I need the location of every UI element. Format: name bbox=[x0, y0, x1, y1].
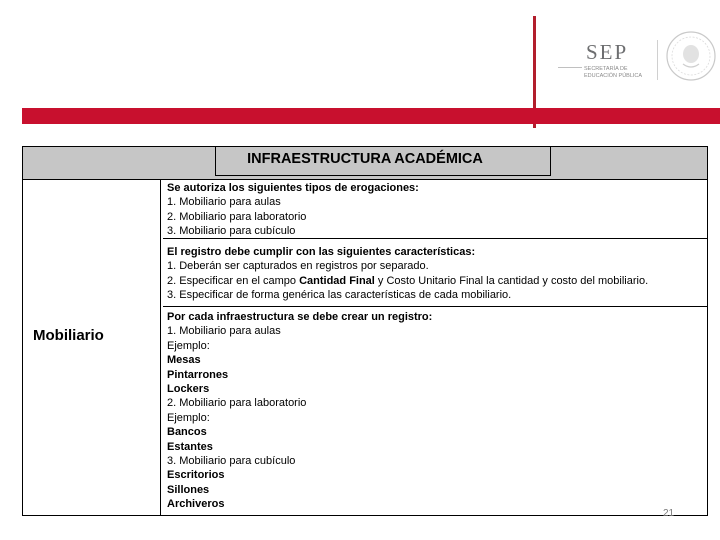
requirements-cell bbox=[163, 239, 707, 307]
logo-rule bbox=[558, 67, 582, 68]
record-line: Mesas bbox=[167, 354, 201, 367]
list-item: 1. Deberán ser capturados en registros por separado. bbox=[167, 260, 429, 273]
logo-divider bbox=[657, 40, 658, 80]
record-line: 3. Mobiliario para cubículo bbox=[167, 455, 296, 468]
record-line: Pintarrones bbox=[167, 368, 229, 381]
sep-logo bbox=[558, 40, 653, 82]
sep-logo-subtitle: SECRETARÍA DE EDUCACIÓN PÚBLICA bbox=[584, 66, 643, 79]
record-line: 2. Mobiliario para laboratorio bbox=[167, 397, 307, 410]
record-line: Ejemplo: bbox=[167, 339, 210, 352]
table-header-row bbox=[23, 147, 707, 180]
section-heading: Por cada infraestructura se debe crear un registro: bbox=[167, 311, 433, 323]
authorized-expenses-cell bbox=[163, 179, 707, 239]
record-line: Archiveros bbox=[167, 498, 225, 511]
list-item: 3. Especificar de forma genérica las características de cada mobiliario. bbox=[167, 289, 512, 302]
infrastructure-table bbox=[22, 146, 708, 516]
list-item: 2. Especificar en el campo Cantidad Final y Costo Unitario Final la cantidad y costo del mobiliario. bbox=[167, 274, 649, 287]
record-line: Escritorios bbox=[167, 469, 225, 482]
record-list bbox=[167, 324, 707, 511]
list-item: 2. Mobiliario para laboratorio bbox=[167, 210, 307, 223]
page-number: 21 bbox=[663, 508, 675, 519]
record-line: Lockers bbox=[167, 383, 210, 396]
sep-logo-text: SEP bbox=[586, 40, 629, 64]
records-per-infrastructure-cell bbox=[163, 307, 707, 515]
national-seal-icon bbox=[665, 30, 717, 82]
table-title: INFRAESTRUCTURA ACADÉMICA bbox=[247, 151, 483, 167]
section-heading: Se autoriza los siguientes tipos de erogaciones: bbox=[167, 182, 419, 194]
record-line: Estantes bbox=[167, 440, 213, 453]
category-column bbox=[23, 179, 161, 515]
record-line: Ejemplo: bbox=[167, 411, 210, 424]
header-red-bar bbox=[22, 108, 720, 124]
list-item: 3. Mobiliario para cubículo bbox=[167, 225, 296, 238]
record-line: 1. Mobiliario para aulas bbox=[167, 325, 281, 338]
section-heading: El registro debe cumplir con las siguientes características: bbox=[167, 246, 476, 258]
category-label: Mobiliario bbox=[33, 327, 104, 344]
record-line: Sillones bbox=[167, 483, 210, 496]
record-line: Bancos bbox=[167, 426, 207, 439]
list-item: 1. Mobiliario para aulas bbox=[167, 196, 281, 209]
